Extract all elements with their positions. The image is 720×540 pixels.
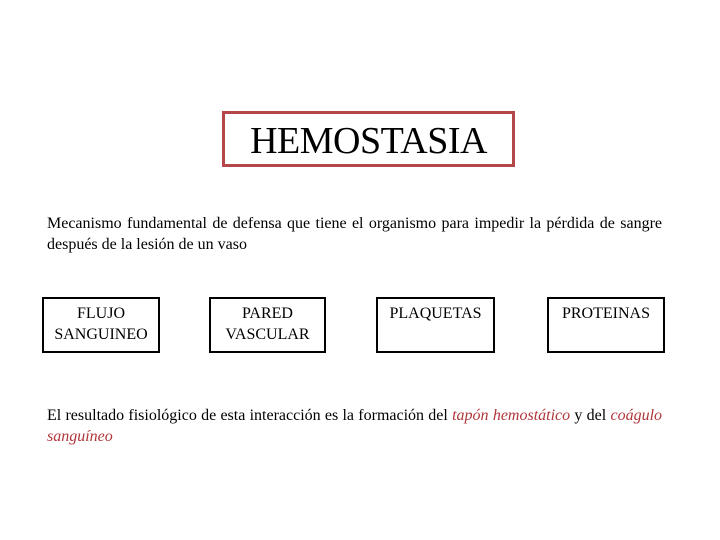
- box-plaquetas: [376, 297, 495, 353]
- box-pared-vascular: [209, 297, 326, 353]
- box-line: FLUJO: [76, 305, 125, 322]
- box-flujo-sanguineo: [42, 297, 160, 353]
- definition-text: Mecanismo fundamental de defensa que tiene el organismo para impedir la pérdida de sangre después de la lesión de un vaso: [47, 215, 662, 253]
- box-proteinas: [547, 297, 665, 353]
- box-line: PLAQUETAS: [389, 305, 482, 322]
- result-part2: y del: [570, 407, 611, 424]
- box-line: PARED: [242, 305, 293, 322]
- box-line: VASCULAR: [225, 326, 310, 343]
- result-text: [47, 405, 662, 447]
- box-line: SANGUINEO: [54, 326, 148, 343]
- slide-title: HEMOSTASIA: [222, 111, 515, 167]
- highlight-coagulo: coágulo sanguíneo: [47, 407, 663, 445]
- result-part1: El resultado fisiológico de esta interacción es la formación del: [47, 407, 453, 424]
- highlight-tapon: tapón hemostático: [452, 407, 571, 424]
- box-line: PROTEINAS: [561, 305, 650, 322]
